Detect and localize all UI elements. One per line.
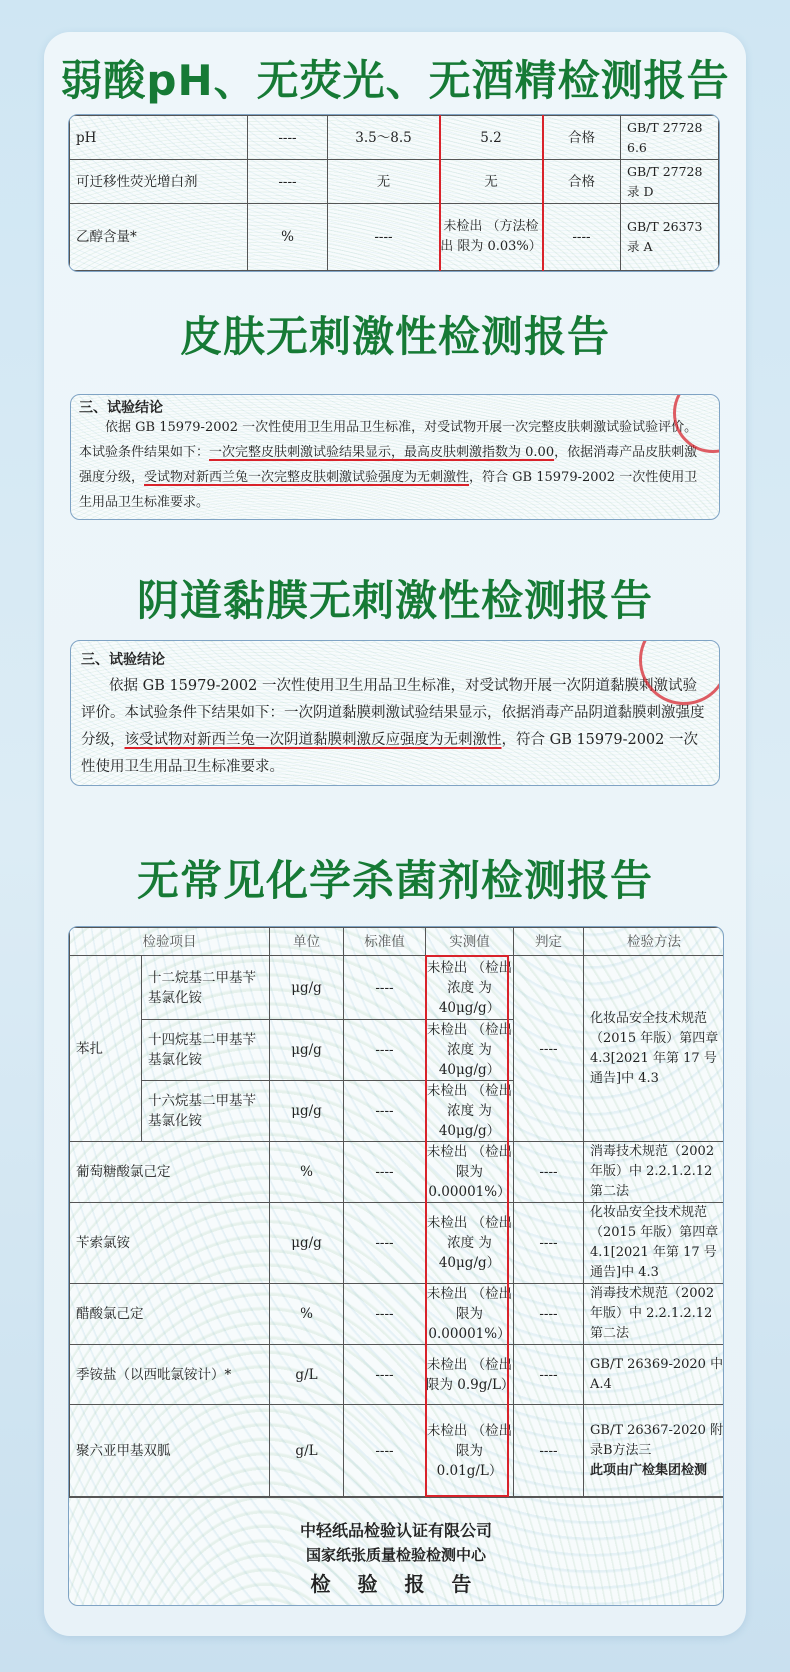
chem-judge: ---- (514, 1284, 584, 1345)
table-row (70, 1203, 725, 1284)
sub-item: 十六烷基二甲基苄基氯化铵 (142, 1081, 270, 1142)
chem-report-table (68, 926, 724, 1606)
header-measured: 实测值 (426, 928, 514, 956)
table-row (70, 1142, 725, 1203)
skin-report-heading: 三、试验结论 (79, 400, 163, 416)
table-row (70, 160, 719, 204)
group-judge: ---- (514, 956, 584, 1142)
chem-method (584, 1405, 725, 1497)
chem-method: 化妆品安全技术规范（2015 年版）第四章 4.1[2021 年第 17 号通告]中 4.3 (584, 1203, 725, 1284)
skin-text-part: ，依据消毒产品皮肤刺激强度分级， (79, 445, 698, 485)
chem-item: 葡萄糖酸氯己定 (70, 1142, 270, 1203)
chem-section-title: 无常见化学杀菌剂检测报告 (136, 856, 653, 905)
sub-measured: 未检出 （检出浓度 为 40μg/g） (426, 1081, 514, 1142)
ph-judge: 合格 (543, 116, 621, 160)
chem-judge: ---- (514, 1203, 584, 1284)
chem-method: 消毒技术规范（2002 年版）中 2.2.1.2.12 第二法 (584, 1142, 725, 1203)
fluorescent-judge: 合格 (543, 160, 621, 204)
fluorescent-measured: 无 (440, 160, 543, 204)
mucosa-highlight-conclusion: 该受试物对新西兰兔一次阴道黏膜刺激反应强度为无刺激性 (124, 732, 502, 748)
table-row (70, 1284, 725, 1345)
table-row (70, 1345, 725, 1405)
mucosa-text-part: ，符合 GB 15979-2002 一次性使用卫生用品卫生标准要求。 (81, 732, 698, 775)
header-unit: 单位 (270, 928, 344, 956)
mucosa-section-title: 阴道黏膜无刺激性检测报告 (136, 576, 653, 625)
fluorescent-item: 可迁移性荧光增白剂 (70, 160, 248, 204)
ethanol-judge: ---- (543, 204, 621, 271)
mucosa-report-heading: 三、试验结论 (81, 652, 165, 668)
header-judge: 判定 (514, 928, 584, 956)
header-item: 检验项目 (70, 928, 270, 956)
chem-standard: ---- (344, 1142, 426, 1203)
mucosa-text-part: 依据 GB 15979-2002 一次性使用卫生用品卫生标准，对受试物开展一次阴道黏膜刺激试验评价。本试验条件下结果如下：一次阴道黏膜刺激试验结果显示，依据消毒产品阴道黏膜刺激强度分级， (81, 678, 705, 748)
skin-highlight-conclusion: 受试物对新西兰兔一次完整皮肤刺激试验强度为无刺激性 (144, 470, 470, 485)
sub-standard: ---- (344, 1081, 426, 1142)
chem-item: 醋酸氯己定 (70, 1284, 270, 1345)
chem-measured: 未检出 （检出浓度 为 40μg/g） (426, 1203, 514, 1284)
chem-measured: 未检出 （检出限为 0.9g/L） (426, 1345, 514, 1405)
skin-report-doc (70, 394, 720, 520)
sub-measured: 未检出 （检出浓度 为 40μg/g） (426, 956, 514, 1020)
chem-unit: % (270, 1142, 344, 1203)
ph-measured: 5.2 (440, 116, 543, 160)
ph-item: pH (70, 116, 248, 160)
sub-measured: 未检出 （检出浓度 为 40μg/g） (426, 1020, 514, 1081)
footer-doc-title: 检 验 报 告 (310, 1572, 482, 1596)
chem-standard: ---- (344, 1405, 426, 1497)
footer-org: 中轻纸品检验认证有限公司 (299, 1521, 492, 1540)
chem-item: 苄索氯铵 (70, 1203, 270, 1284)
skin-text-part: 依据 GB 15979-2002 一次性使用卫生用品卫生标准，对受试物开展一次完整皮肤刺激试验试验评价。本试验条件结果如下： (79, 420, 698, 460)
group-method: 化妆品安全技术规范（2015 年版）第四章 4.3[2021 年第 17 号通告]中 4.3 (584, 956, 725, 1142)
chem-method-note: 此项由广检集团检测 (590, 1462, 708, 1478)
table-row (70, 1405, 725, 1497)
ph-method: GB/T 27728 6.6 (621, 116, 719, 160)
benzalkonium-label: 苯扎 (70, 956, 142, 1142)
chem-item: 季铵盐（以西吡氯铵计）* (70, 1345, 270, 1405)
chem-measured: 未检出 （检出限为 0.00001%） (426, 1142, 514, 1203)
table-row (70, 116, 719, 160)
chem-unit: μg/g (270, 1203, 344, 1284)
chem-method: 消毒技术规范（2002 年版）中 2.2.1.2.12 第二法 (584, 1284, 725, 1345)
ethanol-item: 乙醇含量* (70, 204, 248, 271)
mucosa-report-doc (70, 640, 720, 786)
table-row (70, 204, 719, 271)
chem-unit: g/L (270, 1405, 344, 1497)
fluorescent-unit: ---- (248, 160, 328, 204)
chem-standard: ---- (344, 1284, 426, 1345)
table-header-row (70, 928, 725, 956)
sub-standard: ---- (344, 1020, 426, 1081)
chem-judge: ---- (514, 1142, 584, 1203)
chem-measured: 未检出 （检出限为 0.00001%） (426, 1284, 514, 1345)
ethanol-method: GB/T 26373 录 A (621, 204, 719, 271)
sub-unit: μg/g (270, 1081, 344, 1142)
sub-unit: μg/g (270, 956, 344, 1020)
skin-section-title: 皮肤无刺激性检测报告 (179, 312, 610, 361)
skin-text-part: ，符合 GB 15979-2002 一次性使用卫生用品卫生标准要求。 (79, 470, 698, 510)
chem-standard: ---- (344, 1345, 426, 1405)
ph-unit: ---- (248, 116, 328, 160)
fluorescent-standard: 无 (328, 160, 440, 204)
sub-item: 十二烷基二甲基苄基氯化铵 (142, 956, 270, 1020)
chem-judge: ---- (514, 1405, 584, 1497)
chem-measured: 未检出 （检出限为 0.01g/L） (426, 1405, 514, 1497)
chem-unit: g/L (270, 1345, 344, 1405)
ethanol-unit: % (248, 204, 328, 271)
sub-unit: μg/g (270, 1020, 344, 1081)
skin-highlight-index: 一次完整皮肤刺激试验结果显示，最高皮肤刺激指数为 0.00 (209, 445, 555, 460)
sub-standard: ---- (344, 956, 426, 1020)
ethanol-standard: ---- (328, 204, 440, 271)
ph-report-table (68, 114, 720, 272)
header-standard: 标准值 (344, 928, 426, 956)
fluorescent-method: GB/T 27728 录 D (621, 160, 719, 204)
sub-item: 十四烷基二甲基苄基氯化铵 (142, 1020, 270, 1081)
mucosa-report-text (81, 673, 709, 781)
ethanol-measured: 未检出 （方法检出 限为 0.03%） (440, 204, 543, 271)
chem-standard: ---- (344, 1203, 426, 1284)
chem-judge: ---- (514, 1345, 584, 1405)
footer-center: 国家纸张质量检验检测中心 (305, 1546, 486, 1564)
ph-section-title: 弱酸pH、无荧光、无酒精检测报告 (60, 56, 730, 105)
chem-item: 聚六亚甲基双胍 (70, 1405, 270, 1497)
report-footer (69, 1497, 723, 1606)
chem-unit: % (270, 1284, 344, 1345)
ph-standard: 3.5～8.5 (328, 116, 440, 160)
skin-report-text (79, 415, 709, 515)
chem-method: GB/T 26369-2020 中 A.4 (584, 1345, 725, 1405)
chem-method-text: GB/T 26367-2020 附录B方法三 (590, 1422, 724, 1458)
header-method: 检验方法 (584, 928, 725, 956)
table-row (70, 956, 725, 1020)
